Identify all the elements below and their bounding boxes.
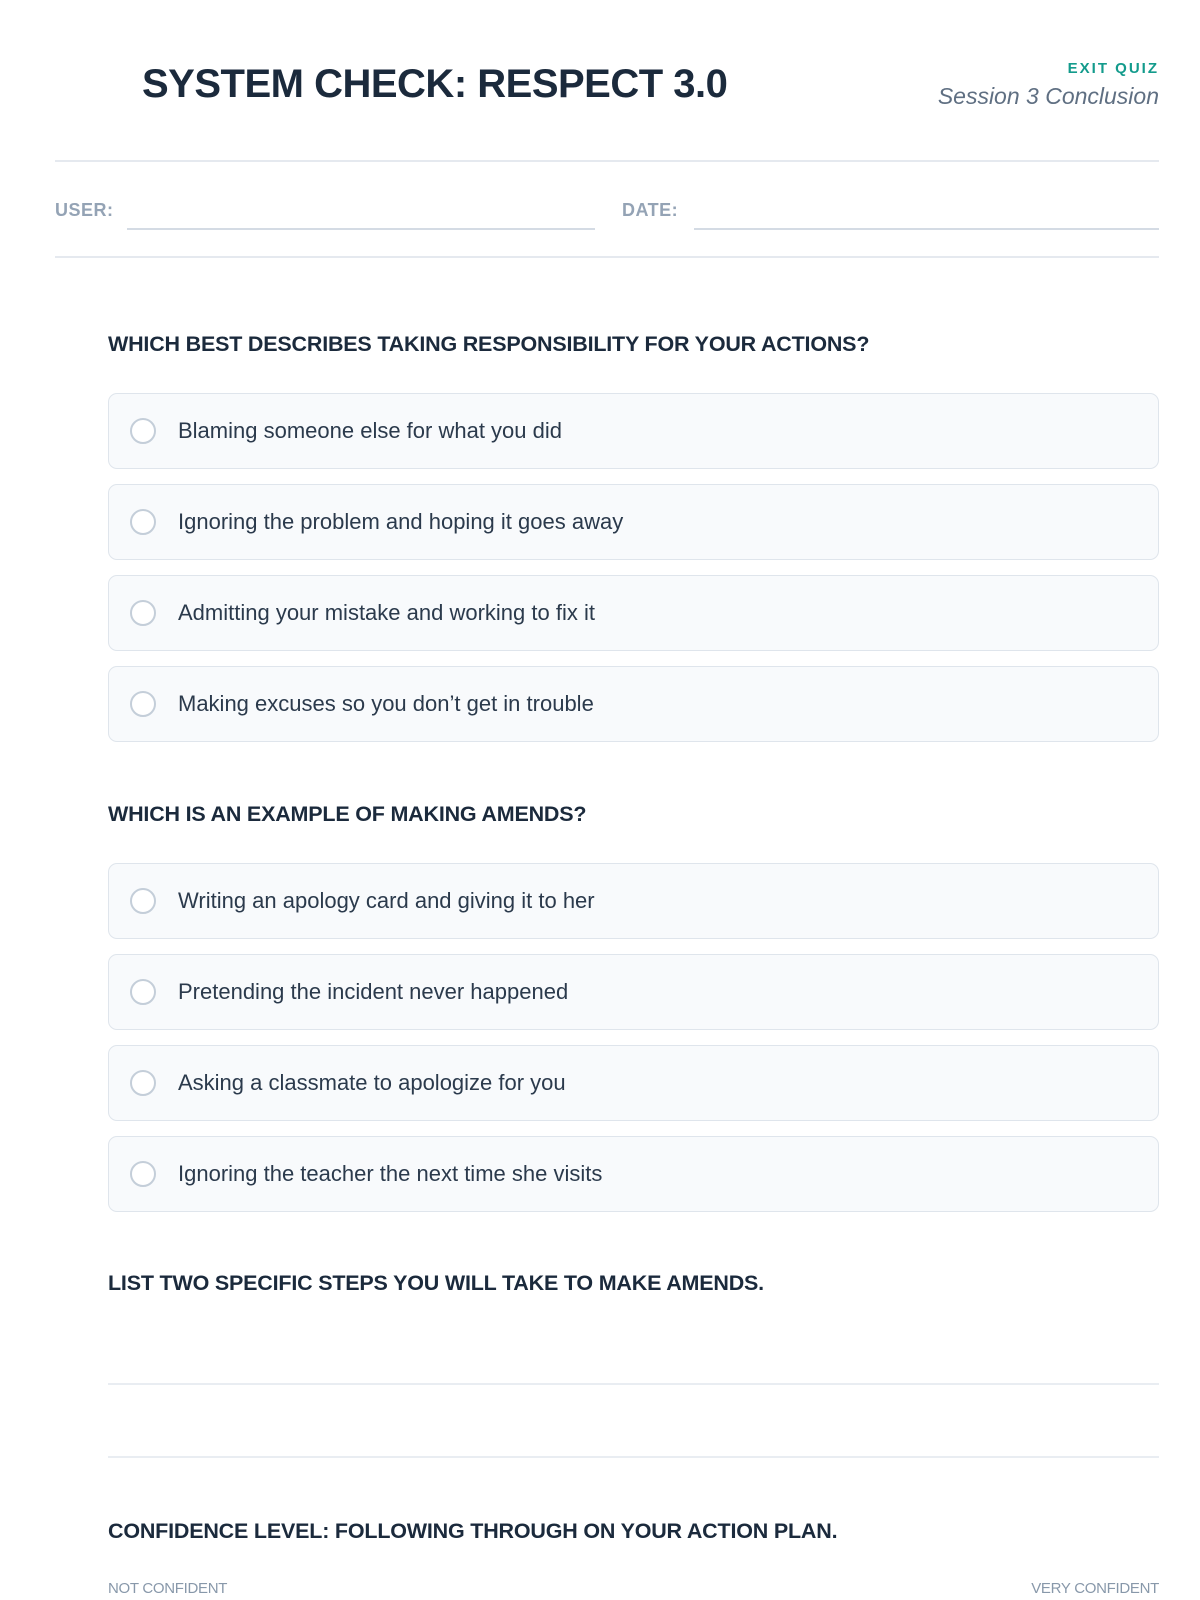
user-label: USER: <box>55 200 114 220</box>
options-list <box>108 863 1159 1212</box>
question-2 <box>108 802 1159 1227</box>
radio-button-icon[interactable] <box>130 1161 156 1187</box>
option-label: Pretending the incident never happened <box>178 979 569 1004</box>
radio-button-icon[interactable] <box>130 979 156 1005</box>
page-title: SYSTEM CHECK: RESPECT 3.0 <box>142 62 728 106</box>
option-label: Writing an apology card and giving it to her <box>178 888 595 913</box>
header-meta <box>938 60 1159 110</box>
scale-max-label: VERY CONFIDENT <box>1031 1580 1159 1597</box>
options-list <box>108 393 1159 742</box>
question-text: WHICH BEST DESCRIBES TAKING RESPONSIBILITY FOR YOUR ACTIONS? <box>108 332 870 356</box>
radio-button-icon[interactable] <box>130 888 156 914</box>
option-label: Ignoring the problem and hoping it goes away <box>178 509 624 534</box>
option-item[interactable] <box>108 393 1159 469</box>
radio-button-icon[interactable] <box>130 600 156 626</box>
exit-quiz-badge: EXIT QUIZ <box>1067 60 1159 77</box>
date-field[interactable] <box>694 228 1159 230</box>
option-label: Admitting your mistake and working to fix it <box>178 600 595 625</box>
radio-button-icon[interactable] <box>130 1070 156 1096</box>
quiz-header <box>55 40 1159 162</box>
question-4 <box>108 1519 1159 1544</box>
scale-min-label: NOT CONFIDENT <box>108 1580 228 1597</box>
option-item[interactable] <box>108 666 1159 742</box>
answer-line-2[interactable] <box>108 1456 1159 1458</box>
user-field[interactable] <box>127 228 595 230</box>
question-3 <box>108 1271 1159 1296</box>
option-item[interactable] <box>108 484 1159 560</box>
option-label: Making excuses so you don’t get in trouble <box>178 691 594 716</box>
session-label: Session 3 Conclusion <box>937 83 1159 109</box>
date-label: DATE: <box>622 200 679 220</box>
option-item[interactable] <box>108 954 1159 1030</box>
radio-button-icon[interactable] <box>130 418 156 444</box>
option-label: Asking a classmate to apologize for you <box>178 1070 566 1095</box>
option-item[interactable] <box>108 863 1159 939</box>
option-item[interactable] <box>108 1136 1159 1212</box>
option-label: Blaming someone else for what you did <box>178 418 562 443</box>
question-text: WHICH IS AN EXAMPLE OF MAKING AMENDS? <box>108 802 587 826</box>
question-1 <box>108 332 1159 757</box>
option-item[interactable] <box>108 1045 1159 1121</box>
radio-button-icon[interactable] <box>130 691 156 717</box>
answer-line-1[interactable] <box>108 1383 1159 1385</box>
option-item[interactable] <box>108 575 1159 651</box>
option-label: Ignoring the teacher the next time she visits <box>178 1161 603 1186</box>
question-text: CONFIDENCE LEVEL: FOLLOWING THROUGH ON YOUR ACTION PLAN. <box>108 1519 838 1543</box>
user-date-row <box>55 162 1159 258</box>
question-text: LIST TWO SPECIFIC STEPS YOU WILL TAKE TO MAKE AMENDS. <box>108 1271 764 1295</box>
radio-button-icon[interactable] <box>130 509 156 535</box>
